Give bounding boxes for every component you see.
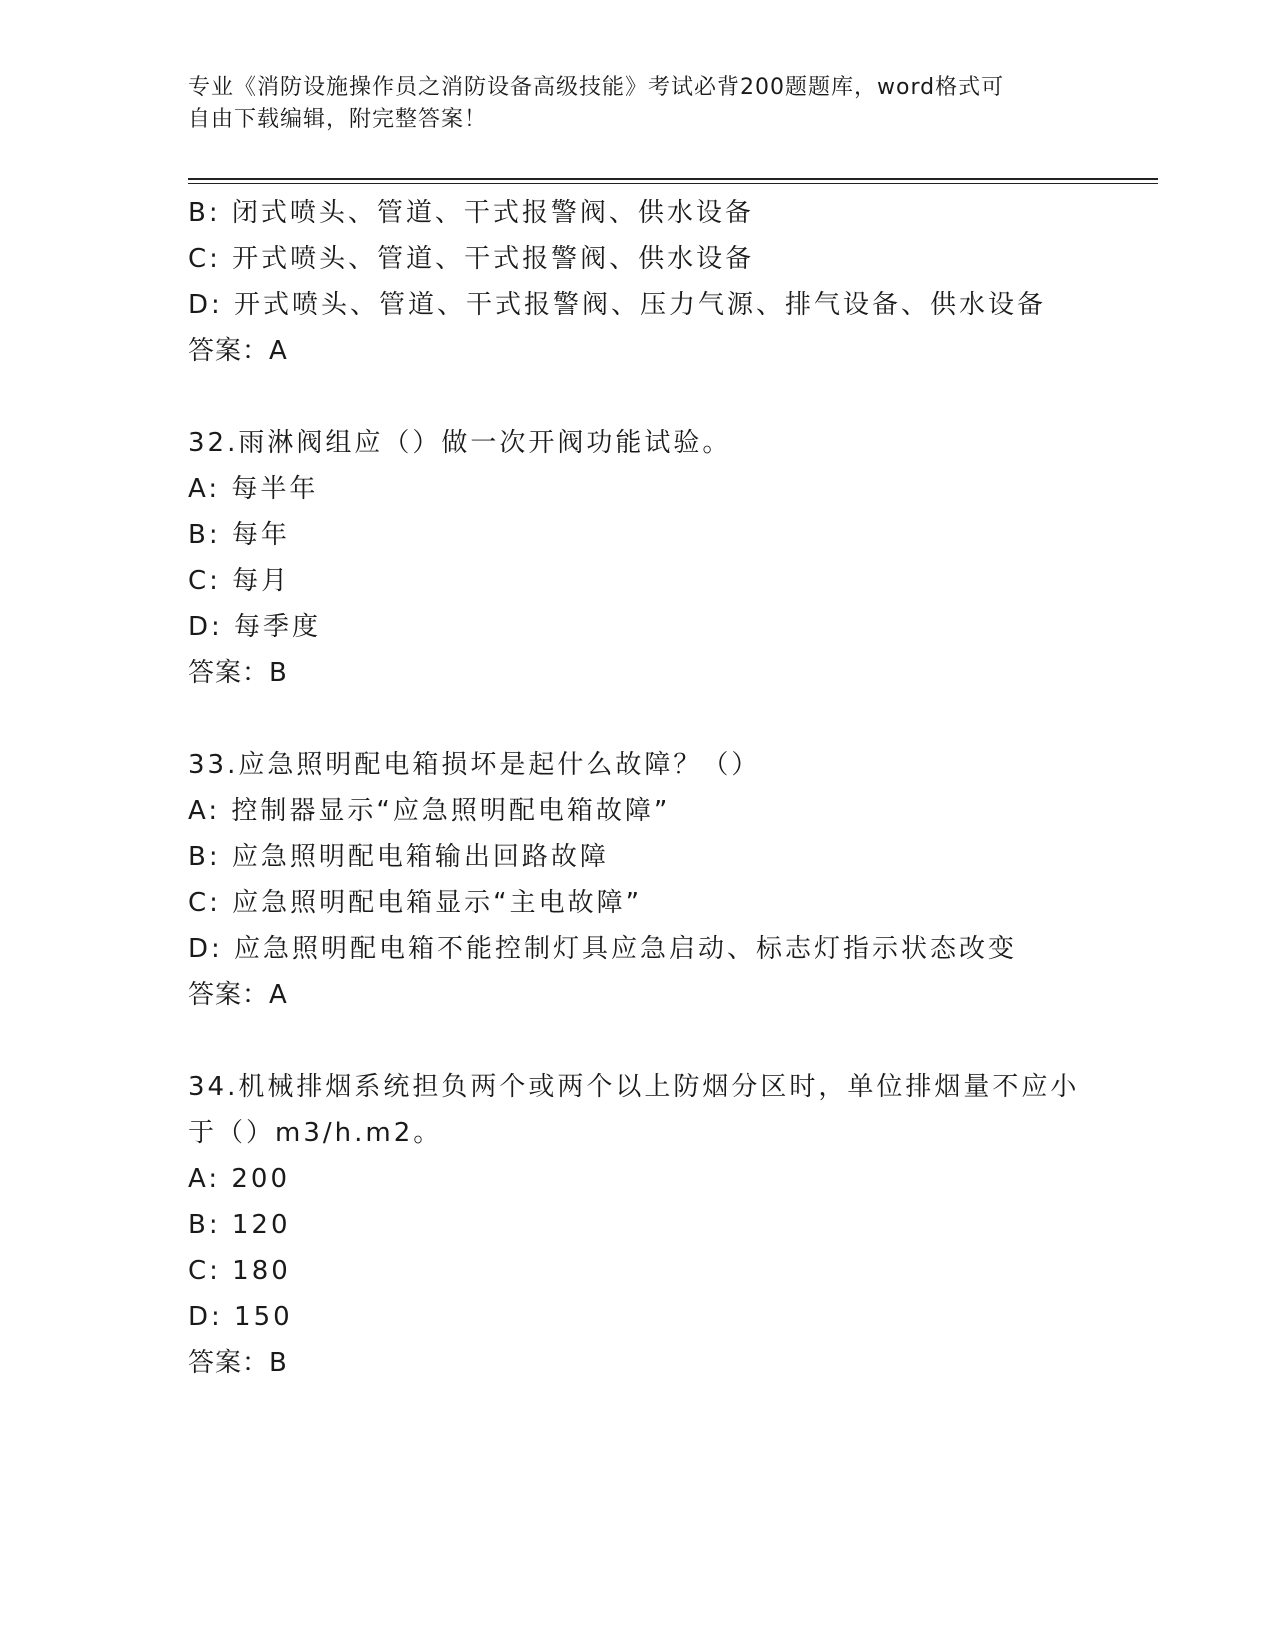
answer: 答案：B [188,1348,288,1378]
option-a: A: 每半年 [188,474,319,504]
option-d: D: 应急照明配电箱不能控制灯具应急启动、标志灯指示状态改变 [188,934,1018,964]
header-title-line-1: 专业《消防设施操作员之消防设备高级技能》考试必背200题题库，word格式可 [188,75,1005,100]
answer: 答案：A [188,980,288,1010]
question-text-line-2: 于（）m3/h.m2。 [188,1118,443,1148]
question-text: 33.应急照明配电箱损坏是起什么故障？（） [188,750,761,780]
header-divider-thick [188,178,1158,180]
header-divider-thin [188,183,1158,184]
option-d: D: 开式喷头、管道、干式报警阀、压力气源、排气设备、供水设备 [188,290,1047,320]
option-b: B: 120 [188,1210,291,1240]
option-a: A: 200 [188,1164,290,1194]
option-c: C: 应急照明配电箱显示“主电故障” [188,888,643,918]
question-32 [188,420,1108,696]
option-c: C: 每月 [188,566,291,596]
document-header [188,72,1088,136]
option-b: B: 每年 [188,520,290,550]
question-list [188,190,1108,1386]
header-title-line-2: 自由下载编辑，附完整答案！ [188,107,488,132]
question-text-line-1: 34.机械排烟系统担负两个或两个以上防烟分区时，单位排烟量不应小 [188,1072,1080,1102]
option-b: B: 应急照明配电箱输出回路故障 [188,842,609,872]
option-d: D: 每季度 [188,612,322,642]
question-31-continued [188,190,1108,374]
option-c: C: 180 [188,1256,291,1286]
question-34 [188,1064,1108,1386]
spacer [188,1018,1108,1064]
spacer [188,696,1108,742]
option-d: D: 150 [188,1302,293,1332]
answer: 答案：A [188,336,288,366]
option-a: A: 控制器显示“应急照明配电箱故障” [188,796,671,826]
spacer [188,374,1108,420]
option-b: B: 闭式喷头、管道、干式报警阀、供水设备 [188,198,754,228]
question-text: 32.雨淋阀组应（）做一次开阀功能试验。 [188,428,732,458]
option-c: C: 开式喷头、管道、干式报警阀、供水设备 [188,244,755,274]
answer: 答案：B [188,658,288,688]
question-33 [188,742,1108,1018]
